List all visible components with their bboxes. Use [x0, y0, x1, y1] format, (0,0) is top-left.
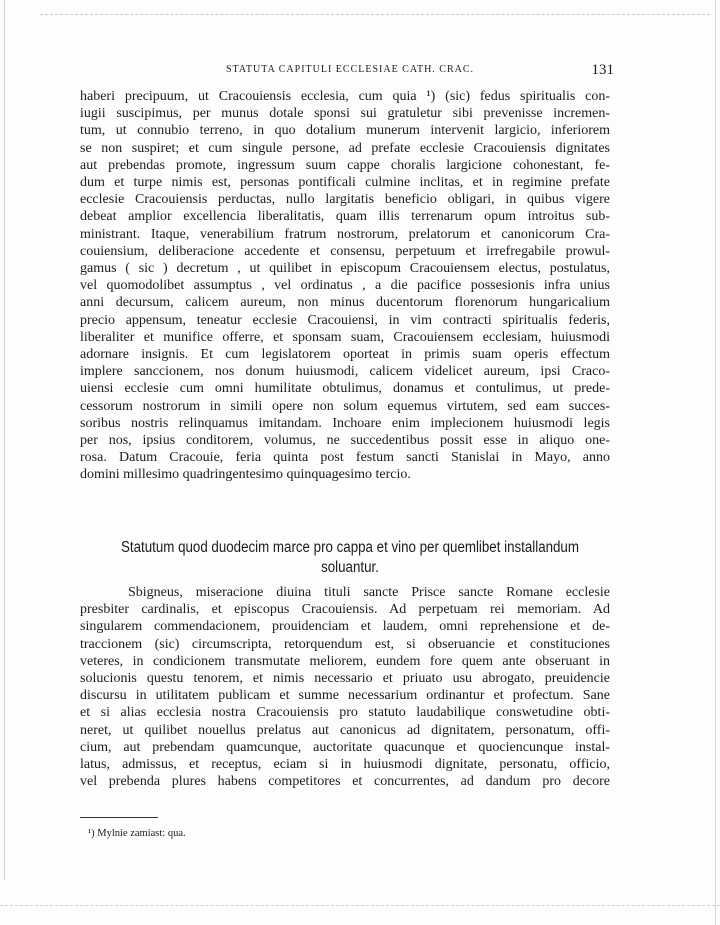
text-line: precio appensum, teneatur ecclesie Cracouiensi, in vim contracti spiritualis federis,	[80, 312, 610, 328]
text-line: presbiter cardinalis, et episcopus Cracouiensis. Ad perpetuam rei memoriam. Ad	[80, 602, 610, 618]
text-line: veteres, in condicionem transmutate meliorem, eundem fore quem ante obseruant in	[80, 653, 610, 669]
page-number: 131	[591, 62, 614, 78]
text-line: iugii suscipimus, per munus dotale sponsi sui gratuletur sibi prevenisse incremen-	[80, 106, 610, 122]
text-line: et si alias ecclesia nostra Cracouiensis pro statuto laudabilique conswetudine obti-	[80, 705, 610, 721]
scan-edge-top	[40, 14, 710, 15]
text-line: rosa. Datum Cracouie, feria quinta post festum sancti Stanislai in Mayo, anno	[80, 450, 610, 466]
text-line: gamus ( sic ) decretum , ut quilibet in episcopum Cracouiensem electus, postulatus,	[80, 261, 610, 277]
footnote: ¹) Mylnie zamiast: qua.	[88, 828, 186, 839]
text-line: solucionis questu tenorem, et nimis necessario et priuato usu abrogato, preuidencie	[80, 671, 610, 687]
text-line: tum, ut connubio terreno, in quo dotalium munerum intervenit largicio, inferiorem	[80, 123, 610, 139]
text-line: per nos, ipsius conditorem, volumus, ne succedentibus possit esse in aliquo one-	[80, 433, 610, 449]
scan-edge-right	[715, 0, 716, 925]
paragraph-2	[80, 584, 610, 790]
text-line: singularem commendacionem, prouidenciam et laudem, omni reprehensione et de-	[80, 619, 610, 635]
text-line: neret, ut quilibet nouellus prelatus aut canonicus ad dignitatem, personatum, offi-	[80, 722, 610, 738]
scan-edge-bottom	[0, 905, 720, 906]
paragraph-1	[80, 88, 610, 484]
text-line: discursu in utilitatem publicam et summe necessarium ordinantur et profectum. Sane	[80, 688, 610, 704]
text-line: dum et turpe nimis est, personas pontificali culmine inclitas, et in regimine prefate	[80, 175, 610, 191]
text-line: se non suspiret; et cum singule persone, ad prefate ecclesie Cracouiensis dignitates	[80, 140, 610, 156]
text-line: adornare insignis. Et cum legislatorem oporteat in primis suam operis effectum	[80, 347, 610, 363]
text-line: cium, aut prebendam quamcunque, auctoritate quacunque et quociencunque instal-	[80, 739, 610, 755]
statute-heading	[109, 538, 591, 578]
text-line: cessorum nostrorum in simili opere non solum equemus virtutem, sed eam succes-	[80, 398, 610, 414]
text-line: ecclesie Cracouiensis perductas, nullo largitatis beneficio obligari, in quibus vigere	[80, 192, 610, 208]
heading-line: soluantur.	[321, 559, 379, 576]
text-line: traccionem (sic) circumscripta, retorquendum est, si obseruancie et constituciones	[80, 636, 610, 652]
scan-edge-left	[4, 0, 5, 880]
text-line: anni decursum, calicem aureum, non minus ducentorum florenorum hungaricalium	[80, 295, 610, 311]
text-line: aut prebendas promote, ingressum suum cappe choralis largicione cohonestant, fe-	[80, 157, 610, 173]
text-line: vel prebenda plures habens competitores et concurrentes, ad dandum pro decore	[80, 774, 610, 790]
text-line: domini millesimo quadringentesimo quinquagesimo tercio.	[80, 467, 411, 483]
text-line: vel quomodolibet assumptus , vel ordinatus , a die pacifice possesionis infra unius	[80, 278, 610, 294]
running-title: STATUTA CAPITULI ECCLESIAE CATH. CRAC.	[225, 64, 475, 75]
text-line: debeat amplior excellencia liberalitatis, quam illis terrenarum opum introitus sub-	[80, 209, 610, 225]
text-line: haberi precipuum, ut Cracouiensis ecclesia, cum quia ¹) (sic) fedus spiritualis con-	[80, 89, 610, 104]
text-line: soribus nostris relinquamus imitandam. Inchoare enim implecionem huiusmodi legis	[80, 415, 610, 431]
text-line: latus, admissus, et receptus, eciam si in huiusmodi dignitate, personatu, officio,	[80, 757, 610, 773]
text-line: couiensium, deliberacione accedente et consensu, perpetuum et irrefregabile prowul-	[80, 243, 610, 259]
text-line: liberaliter et munifice offerre, et sponsam suam, Cracouiensem ecclesiam, huiusmodi	[80, 329, 610, 345]
text-line: implere sanccionem, nos donum huiusmodi, calicem videlicet aureum, ipsi Craco-	[80, 364, 610, 380]
text-line: Sbigneus, miseracione diuina tituli sancte Prisce sancte Romane ecclesie	[128, 585, 610, 600]
text-line: ministrant. Itaque, venerabilium fratrum nostrorum, prelatorum et canonicorum Cra-	[80, 226, 610, 242]
heading-line: Statutum quod duodecim marce pro cappa et vino per quemlibet installandum	[121, 539, 579, 556]
text-line: uiensi ecclesie cum omni humilitate obtulimus, donamus et contulimus, ut prede-	[80, 381, 610, 397]
footnote-rule	[80, 817, 158, 818]
